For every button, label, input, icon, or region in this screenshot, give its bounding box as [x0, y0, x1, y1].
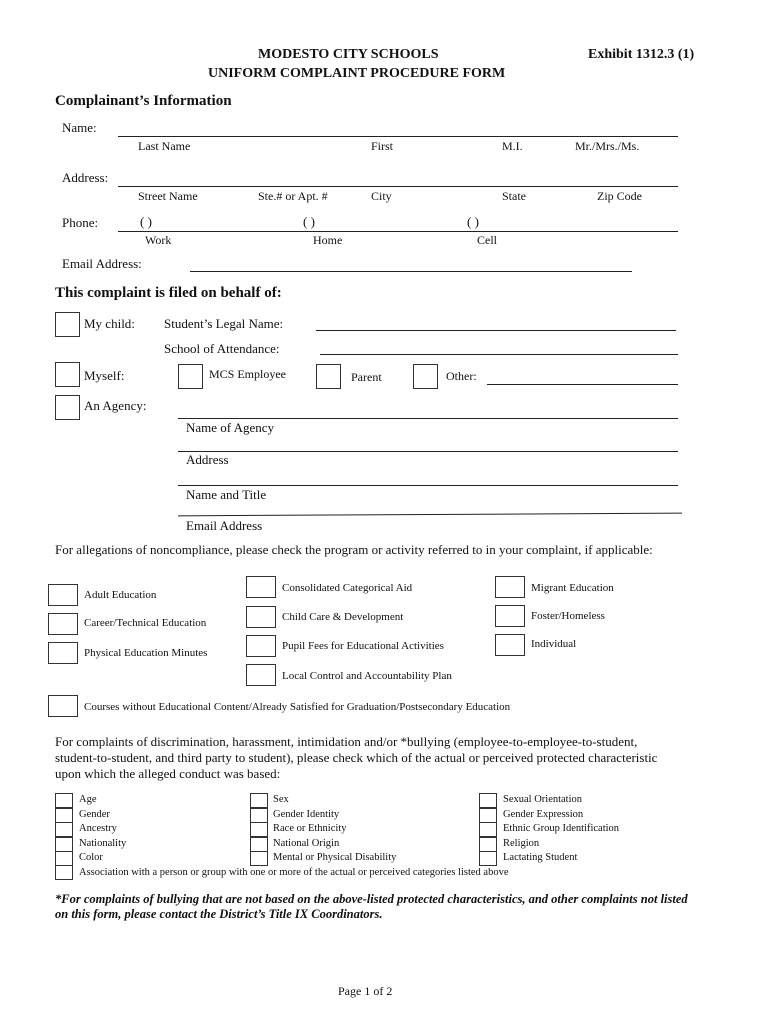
ancestry-checkbox[interactable]: [55, 822, 73, 837]
agency-address-label: Address: [186, 452, 229, 467]
foster-homeless-label: Foster/Homeless: [531, 610, 605, 622]
myself-checkbox[interactable]: [55, 362, 80, 387]
consolidated-aid-checkbox[interactable]: [246, 576, 276, 598]
migrant-education-checkbox[interactable]: [495, 576, 525, 598]
other-checkbox[interactable]: [413, 364, 438, 389]
phone-field[interactable]: [118, 231, 678, 232]
school-label: School of Attendance:: [164, 341, 280, 356]
address-label: Address:: [62, 170, 109, 185]
bullying-footnote: *For complaints of bullying that are not based on the above-listed protected characteristics, and other complaints not listed on this form, please contact the District’s Title IX Coordinators.: [55, 892, 688, 921]
agency-label: An Agency:: [84, 398, 147, 413]
my-child-label: My child:: [84, 316, 135, 331]
cell-phone-paren: ( ): [467, 214, 479, 229]
apt-sublabel: Ste.# or Apt. #: [258, 189, 328, 203]
page-number: Page 1 of 2: [338, 984, 393, 998]
home-phone-paren: ( ): [303, 214, 315, 229]
agency-contact-field[interactable]: [178, 485, 678, 486]
individual-label: Individual: [531, 638, 577, 650]
student-name-field[interactable]: [316, 330, 676, 331]
national-origin-label: National Origin: [273, 838, 340, 849]
national-origin-checkbox[interactable]: [250, 837, 268, 852]
gender-identity-label: Gender Identity: [273, 809, 340, 820]
gender-checkbox[interactable]: [55, 808, 73, 823]
color-label: Color: [79, 852, 103, 863]
sex-label: Sex: [273, 794, 289, 805]
programs-intro: For allegations of noncompliance, please check the program or activity referred to in your complaint, if applicable:: [55, 542, 653, 557]
ancestry-label: Ancestry: [79, 823, 117, 834]
child-care-checkbox[interactable]: [246, 606, 276, 628]
work-phone-paren: ( ): [140, 214, 152, 229]
other-field[interactable]: [487, 384, 678, 385]
age-label: Age: [79, 794, 97, 805]
discrimination-intro: For complaints of discrimination, harassment, intimidation and/or *bullying (employee-to-employee-to-student, student-to-student, and third party to student), please check which of the actual or perceived protected characteristic upon which the alleged conduct was based:: [55, 734, 658, 781]
name-field[interactable]: [118, 136, 678, 137]
consolidated-aid-label: Consolidated Categorical Aid: [282, 582, 413, 594]
lactating-student-checkbox[interactable]: [479, 851, 497, 866]
exhibit-number: Exhibit 1312.3 (1): [588, 47, 695, 62]
nationality-label: Nationality: [79, 838, 127, 849]
complainant-section-title: Complainant’s Information: [55, 93, 232, 109]
district-name: MODESTO CITY SCHOOLS: [258, 47, 439, 62]
last-name-sublabel: Last Name: [138, 139, 191, 153]
disability-label: Mental or Physical Disability: [273, 852, 397, 863]
state-sublabel: State: [502, 189, 526, 203]
parent-label: Parent: [351, 370, 382, 384]
foster-homeless-checkbox[interactable]: [495, 605, 525, 627]
agency-contact-label: Name and Title: [186, 487, 267, 502]
association-checkbox[interactable]: [55, 865, 73, 880]
lactating-student-label: Lactating Student: [503, 852, 578, 863]
physical-education-label: Physical Education Minutes: [84, 647, 208, 659]
zip-sublabel: Zip Code: [597, 189, 642, 203]
physical-education-checkbox[interactable]: [48, 642, 78, 664]
name-label: Name:: [62, 120, 97, 135]
school-field[interactable]: [320, 354, 678, 355]
parent-checkbox[interactable]: [316, 364, 341, 389]
gender-expression-checkbox[interactable]: [479, 808, 497, 823]
cell-sublabel: Cell: [477, 233, 497, 247]
lcap-checkbox[interactable]: [246, 664, 276, 686]
religion-label: Religion: [503, 838, 540, 849]
gender-label: Gender: [79, 809, 110, 820]
adult-education-label: Adult Education: [84, 589, 157, 601]
street-sublabel: Street Name: [138, 189, 198, 203]
home-sublabel: Home: [313, 233, 343, 247]
mcs-employee-label: MCS Employee: [209, 367, 286, 381]
career-technical-checkbox[interactable]: [48, 613, 78, 635]
agency-name-field[interactable]: [178, 418, 678, 419]
ethnic-group-label: Ethnic Group Identification: [503, 823, 620, 834]
gender-expression-label: Gender Expression: [503, 809, 584, 820]
courses-checkbox[interactable]: [48, 695, 78, 717]
phone-label: Phone:: [62, 215, 99, 230]
gender-identity-checkbox[interactable]: [250, 808, 268, 823]
middle-initial-sublabel: M.I.: [502, 139, 523, 153]
color-checkbox[interactable]: [55, 851, 73, 866]
agency-checkbox[interactable]: [55, 395, 80, 420]
pupil-fees-checkbox[interactable]: [246, 635, 276, 657]
behalf-title: This complaint is filed on behalf of:: [55, 285, 282, 301]
student-name-label: Student’s Legal Name:: [164, 316, 284, 331]
career-technical-label: Career/Technical Education: [84, 617, 207, 629]
agency-address-field[interactable]: [178, 451, 678, 452]
association-label: Association with a person or group with one or more of the actual or perceived categories listed above: [79, 867, 509, 878]
sexual-orientation-checkbox[interactable]: [479, 793, 497, 808]
child-care-label: Child Care & Development: [282, 611, 404, 623]
mcs-employee-checkbox[interactable]: [178, 364, 203, 389]
sexual-orientation-label: Sexual Orientation: [503, 794, 583, 805]
age-checkbox[interactable]: [55, 793, 73, 808]
city-sublabel: City: [371, 189, 392, 203]
other-label: Other:: [446, 369, 477, 383]
email-field[interactable]: [190, 271, 632, 272]
myself-label: Myself:: [84, 368, 125, 383]
form-title: UNIFORM COMPLAINT PROCEDURE FORM: [208, 66, 506, 81]
pupil-fees-label: Pupil Fees for Educational Activities: [282, 640, 444, 652]
my-child-checkbox[interactable]: [55, 312, 80, 337]
migrant-education-label: Migrant Education: [531, 582, 614, 594]
race-ethnicity-label: Race or Ethnicity: [273, 823, 347, 834]
ethnic-group-checkbox[interactable]: [479, 822, 497, 837]
nationality-checkbox[interactable]: [55, 837, 73, 852]
agency-name-label: Name of Agency: [186, 420, 275, 435]
individual-checkbox[interactable]: [495, 634, 525, 656]
title-sublabel: Mr./Mrs./Ms.: [575, 139, 640, 153]
address-field[interactable]: [118, 186, 678, 187]
race-ethnicity-checkbox[interactable]: [250, 822, 268, 837]
lcap-label: Local Control and Accountability Plan: [282, 670, 452, 682]
first-name-sublabel: First: [371, 139, 394, 153]
sex-checkbox[interactable]: [250, 793, 268, 808]
disability-checkbox[interactable]: [250, 851, 268, 866]
work-sublabel: Work: [145, 233, 172, 247]
agency-email-field[interactable]: [178, 513, 682, 517]
religion-checkbox[interactable]: [479, 837, 497, 852]
courses-label: Courses without Educational Content/Already Satisfied for Graduation/Postsecondary Education: [84, 701, 511, 713]
email-label: Email Address:: [62, 256, 142, 271]
adult-education-checkbox[interactable]: [48, 584, 78, 606]
agency-email-label: Email Address: [186, 518, 263, 533]
